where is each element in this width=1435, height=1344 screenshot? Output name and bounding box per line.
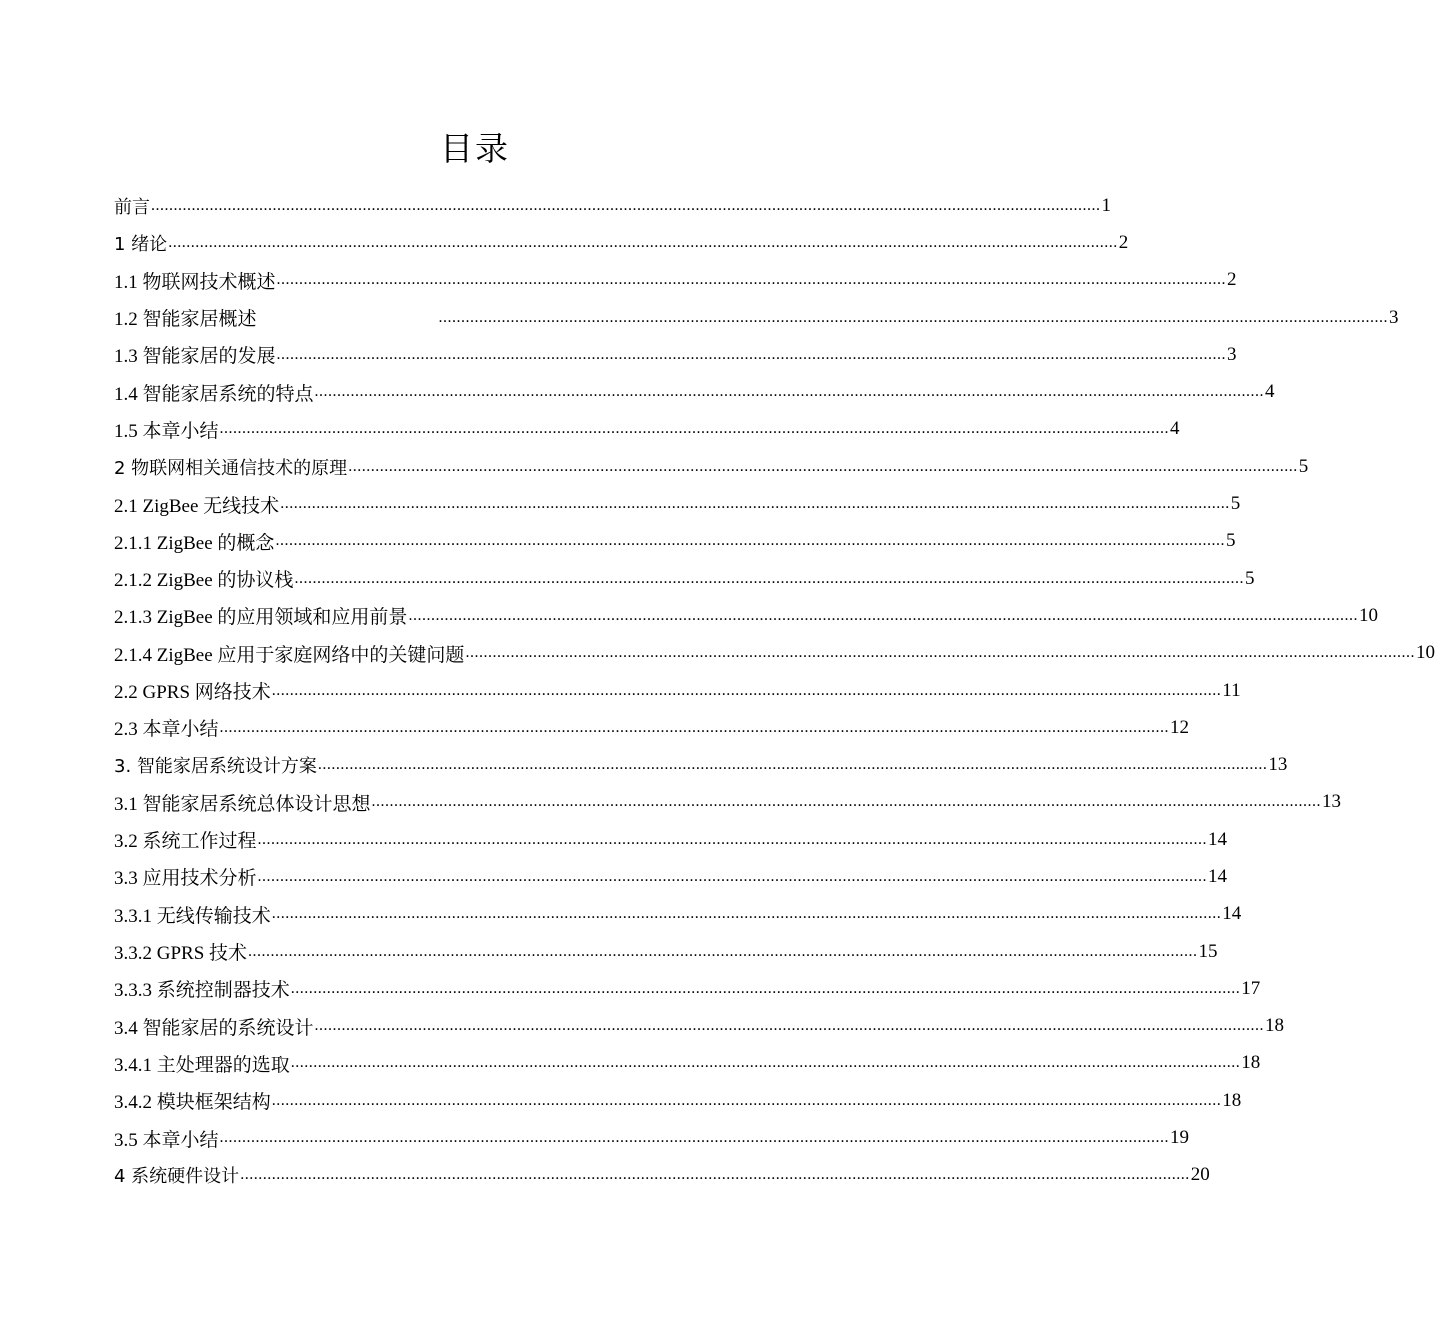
toc-leader-dots: ................................................................................................................................................................................................................... [465,644,1415,662]
toc-entry-label: 1.3 智能家居的发展 [114,346,276,368]
toc-leader-dots: ................................................................................................................................................................................................................... [219,420,1170,438]
toc-entry[interactable] [114,709,1190,746]
toc-entry[interactable] [114,896,1242,933]
toc-leader-dots: ................................................................................................................................................................................................................... [271,681,1222,699]
toc-entry[interactable] [114,1082,1242,1119]
toc-entry-page: 14 [1208,828,1228,850]
toc-entry-label: 1.5 本章小结 [114,420,219,442]
toc-leader-dots: ................................................................................................................................................................................................................... [151,196,1101,214]
toc-entry-label: 2 物联网相关通信技术的原理 [114,457,348,479]
toc-entry[interactable] [114,597,1378,634]
toc-leader-dots: ................................................................................................................................................................................................................... [219,718,1170,736]
toc-entry-page: 5 [1225,530,1236,552]
toc-entry-label: 2.1.4 ZigBee 应用于家庭网络中的关键问题 [114,644,465,666]
toc-entry[interactable] [114,784,1342,821]
toc-entry[interactable] [114,299,1399,336]
toc-entry-label: 3.1 智能家居系统总体设计思想 [114,793,371,815]
toc-entry-page: 15 [1198,940,1218,962]
toc-entry-label: 2.3 本章小结 [114,719,219,741]
toc-entry-label: 3.5 本章小结 [114,1129,219,1151]
toc-entry[interactable] [114,560,1255,597]
toc-entry-label: 前言 [114,196,150,218]
toc-entry[interactable] [114,187,1111,224]
toc-entry-page: 4 [1170,418,1180,440]
toc-entry-label: 2.1.1 ZigBee 的概念 [114,532,275,554]
toc-entry-label: 2.2 GPRS 网络技术 [114,682,271,703]
toc-entry-label: 1.4 智能家居系统的特点 [114,383,314,405]
toc-entry[interactable] [114,635,1435,672]
toc-leader-dots: ................................................................................................................................................................................................................... [271,1091,1222,1109]
toc-entry-page: 18 [1222,1089,1242,1111]
toc-entry[interactable] [114,224,1129,261]
toc-leader-dots: ................................................................................................................................................................................................................... [290,979,1241,997]
toc-title: 目录 [440,129,510,168]
toc-entry-label: 2.1.2 ZigBee 的协议栈 [114,570,294,592]
toc-entry-label: 3. 智能家居系统设计方案 [114,756,317,778]
toc-entry-page: 18 [1265,1015,1285,1037]
toc-entry[interactable] [114,485,1241,522]
toc-leader-dots: ................................................................................................................................................................................................................... [314,1017,1265,1035]
toc-entry-label: 3.4.2 模块框架结构 [114,1092,271,1114]
toc-leader-dots: ................................................................................................................................................................................................................... [348,457,1298,475]
toc-entry[interactable] [114,336,1237,373]
toc-leader-dots: ................................................................................................................................................................................................................... [290,1054,1241,1072]
toc-leader-dots: ................................................................................................................................................................................................................... [438,308,1389,326]
toc-entry-label: 4 系统硬件设计 [114,1166,240,1188]
toc-entry-label: 3.3 应用技术分析 [114,868,257,890]
toc-entry[interactable] [114,523,1236,560]
toc-entry-page: 3 [1389,306,1399,328]
toc-entry-page: 11 [1222,679,1241,701]
toc-entry-page: 17 [1241,977,1261,999]
toc-entry-page: 19 [1170,1127,1190,1149]
toc-leader-dots: ................................................................................................................................................................................................................... [280,495,1230,513]
toc-entry-label: 1 绪论 [114,233,168,255]
toc-entry[interactable] [114,1008,1285,1045]
toc-entry-label: 3.3.2 GPRS 技术 [114,943,248,965]
table-of-contents [114,187,1435,1194]
toc-leader-dots: ................................................................................................................................................................................................................... [168,233,1118,251]
toc-entry[interactable] [114,672,1241,709]
toc-entry-page: 12 [1170,716,1190,738]
toc-entry[interactable] [114,858,1228,895]
toc-entry[interactable] [114,933,1218,970]
toc-entry[interactable] [114,1119,1190,1156]
toc-entry-label: 3.4 智能家居的系统设计 [114,1017,314,1039]
toc-entry-page: 2 [1227,269,1237,291]
toc-entry-page: 14 [1222,903,1242,925]
toc-leader-dots: ................................................................................................................................................................................................................... [257,830,1208,848]
toc-leader-dots: ................................................................................................................................................................................................................... [408,606,1358,624]
toc-entry-label: 1.1 物联网技术概述 [114,271,276,293]
toc-entry-page: 13 [1268,754,1288,776]
toc-entry-label: 3.2 系统工作过程 [114,831,257,853]
toc-leader-dots: ................................................................................................................................................................................................................... [275,532,1225,550]
toc-entry[interactable] [114,1045,1261,1082]
toc-entry-label: 3.4.1 主处理器的选取 [114,1054,290,1076]
toc-entry-page: 2 [1118,231,1129,253]
toc-leader-dots: ................................................................................................................................................................................................................... [276,271,1227,289]
toc-entry-page: 10 [1415,642,1435,664]
toc-entry-page: 10 [1358,604,1378,626]
toc-entry[interactable] [114,448,1309,485]
toc-entry-page: 14 [1208,865,1228,887]
toc-entry[interactable] [114,1157,1210,1194]
toc-leader-dots: ................................................................................................................................................................................................................... [317,756,1268,774]
toc-entry-page: 1 [1101,194,1111,216]
toc-entry-page: 4 [1265,381,1275,403]
toc-entry-page: 13 [1322,791,1342,813]
toc-leader-dots: ................................................................................................................................................................................................................... [276,345,1227,363]
toc-leader-dots: ................................................................................................................................................................................................................... [219,1129,1170,1147]
toc-entry[interactable] [114,411,1180,448]
toc-entry-page: 3 [1227,343,1237,365]
toc-leader-dots: ................................................................................................................................................................................................................... [314,383,1265,401]
toc-leader-dots: ................................................................................................................................................................................................................... [294,569,1244,587]
toc-entry-label: 2.1 ZigBee 无线技术 [114,495,280,517]
toc-entry[interactable] [114,970,1261,1007]
toc-entry-label: 3.3.1 无线传输技术 [114,905,271,927]
toc-entry[interactable] [114,821,1228,858]
toc-entry-page: 18 [1241,1052,1261,1074]
toc-entry-page: 20 [1190,1164,1210,1186]
toc-entry-page: 5 [1230,493,1241,515]
toc-entry-label: 1.2 智能家居概述 [114,309,257,331]
toc-entry[interactable] [114,373,1275,410]
toc-leader-dots: ................................................................................................................................................................................................................... [248,942,1198,960]
toc-entry-label: 3.3.3 系统控制器技术 [114,980,290,1002]
toc-entry-page: 5 [1298,455,1309,477]
toc-leader-dots: ................................................................................................................................................................................................................... [257,867,1208,885]
toc-leader-dots: ................................................................................................................................................................................................................... [240,1166,1190,1184]
toc-leader-dots: ................................................................................................................................................................................................................... [371,793,1322,811]
toc-entry[interactable] [114,262,1237,299]
toc-entry-label: 2.1.3 ZigBee 的应用领域和应用前景 [114,607,408,629]
toc-leader-dots: ................................................................................................................................................................................................................... [271,905,1222,923]
toc-entry[interactable] [114,746,1288,783]
toc-entry-page: 5 [1244,567,1255,589]
